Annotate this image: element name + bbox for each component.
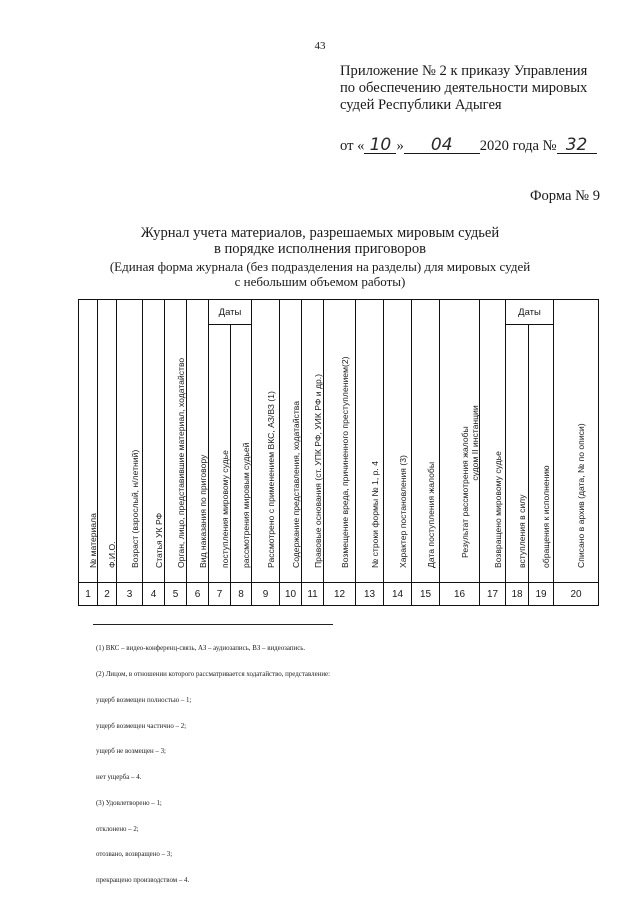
- column-number: 11: [302, 583, 324, 606]
- order-prefix: от «: [340, 138, 365, 154]
- header-complaint-result: Результат рассмотрения жалобы судом II инстанции: [440, 300, 480, 583]
- header-review-date: рассмотрения мировым судьей: [231, 325, 252, 583]
- header-submitting-body: Орган, лицо, представившие материал, ходатайство: [165, 300, 187, 583]
- header-criminal-code-article: Статья УК РФ: [143, 300, 165, 583]
- column-number: 10: [280, 583, 302, 606]
- column-number: 3: [117, 583, 143, 606]
- column-number: 14: [384, 583, 412, 606]
- column-number: 5: [165, 583, 187, 606]
- form-number: Форма № 9: [529, 188, 600, 204]
- header-legal-grounds: Правовые основания (ст. УПК РФ, УИК РФ и др.): [302, 300, 324, 583]
- footnote-line: (2) Лицом, в отношении которого рассматривается ходатайство, представление:: [96, 670, 330, 678]
- column-number: 6: [187, 583, 209, 606]
- column-number: 16: [440, 583, 480, 606]
- title-line-2: в порядке исполнения приговоров: [213, 241, 427, 257]
- column-number: 8: [231, 583, 252, 606]
- header-complaint-date: Дата поступления жалобы: [412, 300, 440, 583]
- appendix-line-2: по обеспечению деятельности мировых: [340, 80, 588, 96]
- journal-subtitle: [0, 259, 640, 289]
- footnote-line: нет ущерба – 4.: [96, 774, 142, 782]
- header-dates-group-1: Даты: [209, 300, 252, 325]
- order-day: 10: [364, 137, 396, 154]
- column-number-row: [79, 583, 599, 606]
- footnote-line: (3) Удовлетворено – 1;: [96, 799, 162, 807]
- footnote-line: ущерб возмещен частично – 2;: [96, 722, 187, 730]
- header-petition-content: Содержание представления, ходатайства: [280, 300, 302, 583]
- footnote-line: прекращено производством – 4.: [96, 877, 190, 885]
- column-number: 18: [506, 583, 529, 606]
- header-effective-date: вступления в силу: [506, 325, 529, 583]
- footnote-line: ущерб не возмещен – 3;: [96, 748, 166, 756]
- header-archived: Списано в архив (дата, № по описи): [554, 300, 599, 583]
- appendix-line-1: Приложение № 2 к приказу Управления: [340, 63, 588, 79]
- footnote-line: ущерб возмещен полностью – 1;: [96, 696, 192, 704]
- column-number: 19: [529, 583, 554, 606]
- column-number: 1: [79, 583, 98, 606]
- header-returned-to-judge: Возвращено мировому судье: [480, 300, 506, 583]
- column-number: 12: [324, 583, 356, 606]
- column-number: 20: [554, 583, 599, 606]
- header-age: Возраст (взрослый, н/летний): [117, 300, 143, 583]
- header-damage-compensation: Возмещение вреда, причиненного преступлением(2): [324, 300, 356, 583]
- column-number: 2: [98, 583, 117, 606]
- header-punishment-type: Вид наказания по приговору: [187, 300, 209, 583]
- column-number: 4: [143, 583, 165, 606]
- header-material-number: № материала: [79, 300, 98, 583]
- column-number: 15: [412, 583, 440, 606]
- footnote-line: отозвано, возвращено – 3;: [96, 851, 173, 859]
- journal-title: [0, 225, 640, 257]
- subtitle-line-2: с небольшим объемом работы): [234, 274, 406, 289]
- order-mid: »: [396, 138, 404, 154]
- header-vks-review: Рассмотрено с применением ВКС, АЗ/ВЗ (1): [252, 300, 280, 583]
- column-number: 7: [209, 583, 231, 606]
- order-number: 32: [557, 137, 597, 154]
- column-number: 17: [480, 583, 506, 606]
- header-form-line-number: № строки формы № 1, р. 4: [356, 300, 384, 583]
- footnote-line: отклонено – 2;: [96, 825, 139, 833]
- order-date-line: [340, 137, 630, 155]
- appendix-line-3: судей Республики Адыгея: [340, 97, 502, 113]
- title-line-1: Журнал учета материалов, разрешаемых мировым судьей: [140, 225, 500, 241]
- column-number: 9: [252, 583, 280, 606]
- subtitle-line-1: (Единая форма журнала (без подразделения на разделы) для мировых судей: [109, 259, 531, 274]
- appendix-header: [340, 63, 630, 114]
- page-number: 43: [314, 40, 326, 52]
- header-full-name: Ф.И.О.: [98, 300, 117, 583]
- header-dates-group-2: Даты: [506, 300, 554, 325]
- column-number: 13: [356, 583, 384, 606]
- order-year-text: 2020 года №: [479, 138, 557, 154]
- header-ruling-nature: Характер постановления (3): [384, 300, 412, 583]
- footnotes: [96, 628, 330, 894]
- footnote-separator: [93, 624, 333, 625]
- order-month: 04: [404, 137, 480, 154]
- journal-table: [78, 299, 599, 606]
- header-execution-date: обращения к исполнению: [529, 325, 554, 583]
- footnote-line: (1) ВКС – видео-конференц-связь, АЗ – аудиозапись, ВЗ – видеозапись.: [96, 645, 306, 653]
- header-receipt-date: поступления мировому судье: [209, 325, 231, 583]
